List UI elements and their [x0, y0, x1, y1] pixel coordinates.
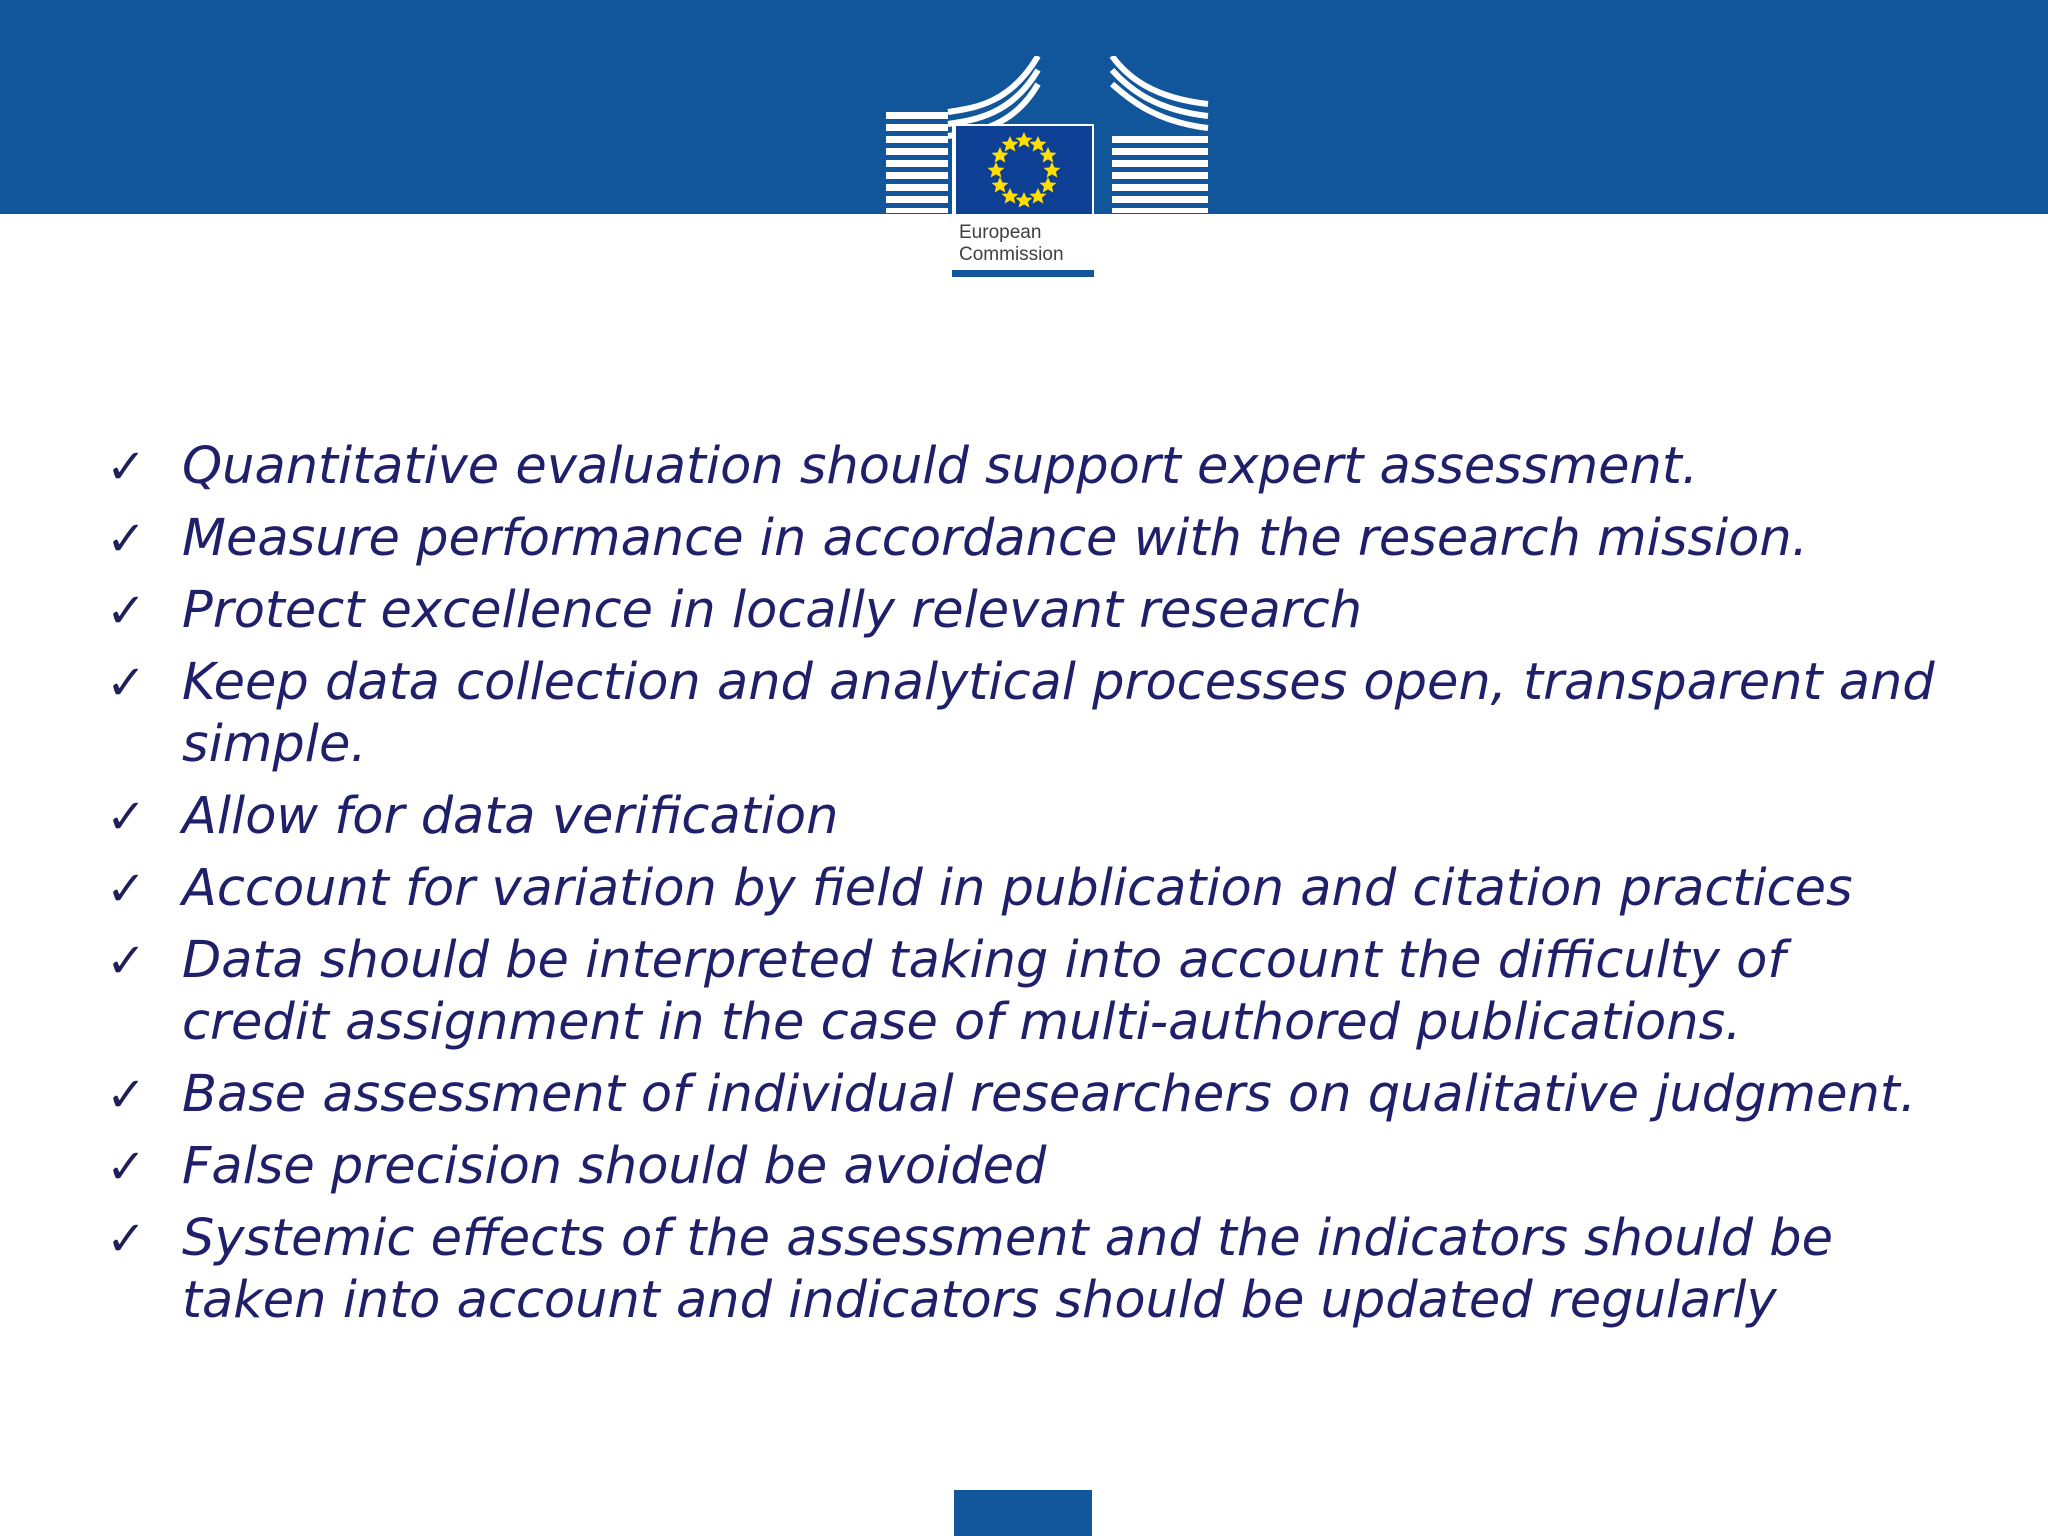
check-icon: ✓: [106, 789, 147, 845]
check-icon: ✓: [106, 439, 147, 495]
checklist-item: [106, 1064, 1946, 1126]
check-icon: ✓: [106, 1211, 147, 1267]
checklist-item: [106, 1208, 1946, 1332]
checklist-item: [106, 436, 1946, 498]
checklist-item: [106, 508, 1946, 570]
eu-flag: [952, 124, 1094, 216]
checklist-item-text: False precision should be avoided: [182, 1137, 1047, 1196]
checklist-item-text: Quantitative evaluation should support expert assessment.: [182, 437, 1699, 496]
checklist-item: [106, 1136, 1946, 1198]
checklist-item-text: Base assessment of individual researchers on qualitative judgment.: [182, 1065, 1917, 1124]
bottom-blue-tab: [954, 1490, 1092, 1536]
check-icon: ✓: [106, 511, 147, 567]
right-building-stripes: [1112, 56, 1208, 213]
checklist-item: [106, 652, 1946, 776]
check-icon: ✓: [106, 655, 147, 711]
checklist-item-text: Protect excellence in locally relevant research: [182, 581, 1363, 640]
check-icon: ✓: [106, 933, 147, 989]
checklist-item: [106, 786, 1946, 848]
checklist-item: [106, 580, 1946, 642]
principles-checklist: [106, 436, 1946, 1342]
check-icon: ✓: [106, 583, 147, 639]
check-icon: ✓: [106, 861, 147, 917]
european-commission-logo: [884, 56, 1210, 286]
logo-label-european: European: [959, 222, 1042, 243]
check-icon: ✓: [106, 1139, 147, 1195]
logo-underline: [952, 270, 1094, 277]
checklist-item-text: Measure performance in accordance with the research mission.: [182, 509, 1808, 568]
checklist-item: [106, 858, 1946, 920]
checklist-item: [106, 930, 1946, 1054]
checklist-item-text: Data should be interpreted taking into account the difficulty of credit assignment in the case of multi-authored publications.: [182, 931, 1786, 1052]
checklist-item-text: Allow for data verification: [182, 787, 839, 846]
checklist-item-text: Systemic effects of the assessment and the indicators should be taken into account and indicators should be updated regularly: [182, 1209, 1834, 1330]
checklist-item-text: Keep data collection and analytical processes open, transparent and simple.: [182, 653, 1935, 774]
check-icon: ✓: [106, 1067, 147, 1123]
logo-label-commission: Commission: [959, 244, 1064, 265]
checklist-item-text: Account for variation by field in publication and citation practices: [182, 859, 1853, 918]
